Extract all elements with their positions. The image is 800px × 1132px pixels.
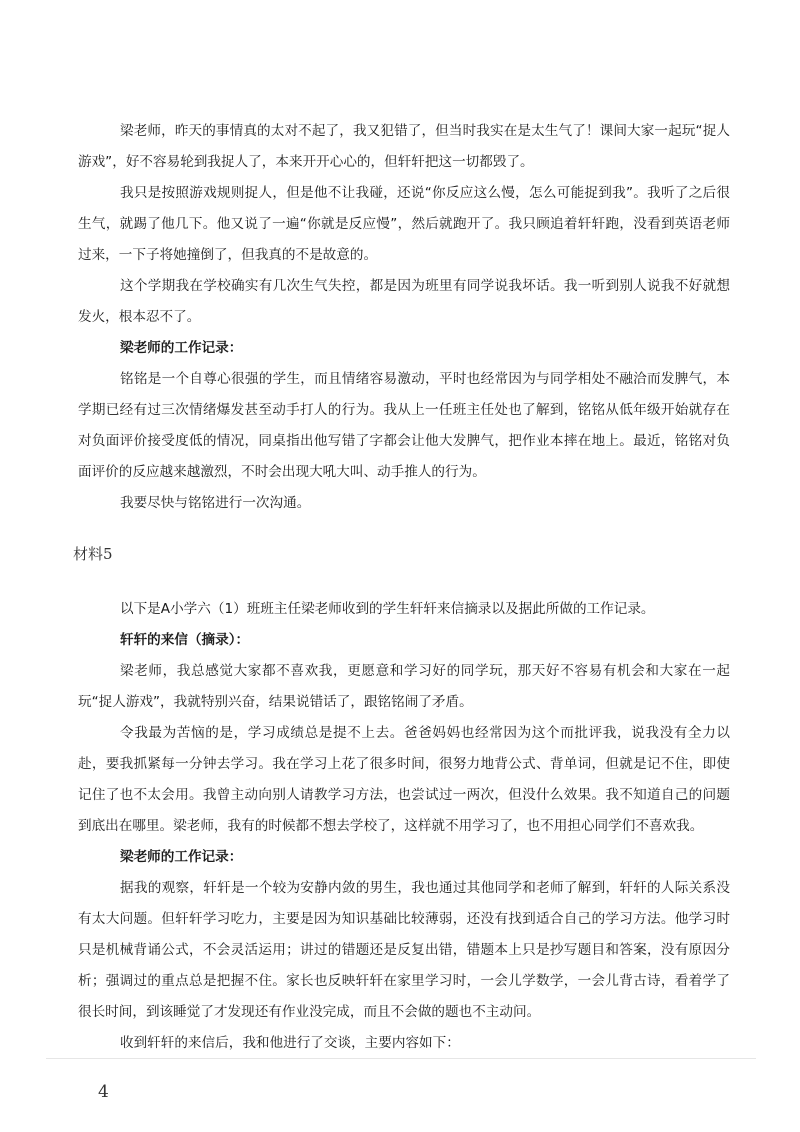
- paragraph: 我只是按照游戏规则捉人，但是他不让我碰，还说“你反应这么慢，怎么可能捉到我”。我听了之后很生气，就踢了他几下。他又说了一遍“你就是反应慢”，然后就跑开了。我只顾追着轩轩跑，没看到英语老师过来，一下子将她撞倒了，但我真的不是故意的。: [78, 185, 730, 263]
- paragraph: 据我的观察，轩轩是一个较为安静内敛的男生，我也通过其他同学和老师了解到，轩轩的人际关系没有太大问题。但轩轩学习吃力，主要是因为知识基础比较薄弱，还没有找到适合自己的学习方法。他学习时只是机械背诵公式，不会灵活运用；讲过的错题还是反复出错，错题本上只是抄写题目和答案，没有原因分析；强调过的重点总是把握不住。家长也反映轩轩在家里学习时，一会儿学数学，一会儿背古诗，看着学了很长时间，到该睡觉了才发现还有作业没完成，而且不会做的题也不主动问。: [78, 880, 730, 1020]
- page-number: 4: [98, 1082, 109, 1102]
- section-intro: 以下是A小学六（1）班班主任梁老师收到的学生轩轩来信摘录以及据此所做的工作记录。: [120, 601, 655, 617]
- paragraph: 收到轩轩的来信后，我和他进行了交谈，主要内容如下：: [120, 1035, 460, 1051]
- material-5-body: [78, 594, 730, 1059]
- record-heading: 梁老师的工作记录：: [120, 849, 243, 865]
- record-heading: 梁老师的工作记录：: [120, 340, 243, 356]
- section-title: 材料5: [73, 545, 113, 563]
- paragraph: 我要尽快与铭铭进行一次沟通。: [120, 495, 311, 511]
- letter-continuation: [78, 116, 730, 519]
- paragraph: 令我最为苦恼的是，学习成绩总是提不上去。爸爸妈妈也经常因为这个而批评我，说我没有全力以赴，要我抓紧每一分钟去学习。我在学习上花了很多时间，很努力地背公式、背单词，但就是记不住，即使记住了也不太会用。我曾主动向别人请教学习方法，也尝试过一两次，但没什么效果。我不知道自己的问题到底出在哪里。梁老师，我有的时候都不想去学校了，这样就不用学习了，也不用担心同学们不喜欢我。: [78, 725, 730, 834]
- letter-heading: 轩轩的来信（摘录）：: [120, 632, 250, 648]
- paragraph: 梁老师，昨天的事情真的太对不起了，我又犯错了，但当时我实在是太生气了！课间大家一起玩“捉人游戏”，好不容易轮到我捉人了，本来开开心心的，但轩轩把这一切都毁了。: [78, 123, 730, 170]
- paragraph: 梁老师，我总感觉大家都不喜欢我，更愿意和学习好的同学玩，那天好不容易有机会和大家在一起玩“捉人游戏”，我就特别兴奋，结果说错话了，跟铭铭闹了矛盾。: [78, 663, 730, 710]
- paragraph: 这个学期我在学校确实有几次生气失控，都是因为班里有同学说我坏话。我一听到别人说我不好就想发火，根本忍不了。: [78, 278, 730, 325]
- paragraph: 铭铭是一个自尊心很强的学生，而且情绪容易激动，平时也经常因为与同学相处不融洽而发脾气，本学期已经有过三次情绪爆发甚至动手打人的行为。我从上一任班主任处也了解到，铭铭从低年级开始就存在对负面评价接受度低的情况，同桌指出他写错了字都会让他大发脾气，把作业本摔在地上。最近，铭铭对负面评价的反应越来越激烈，不时会出现大吼大叫、动手推人的行为。: [78, 371, 730, 480]
- footer-divider: [46, 1058, 756, 1059]
